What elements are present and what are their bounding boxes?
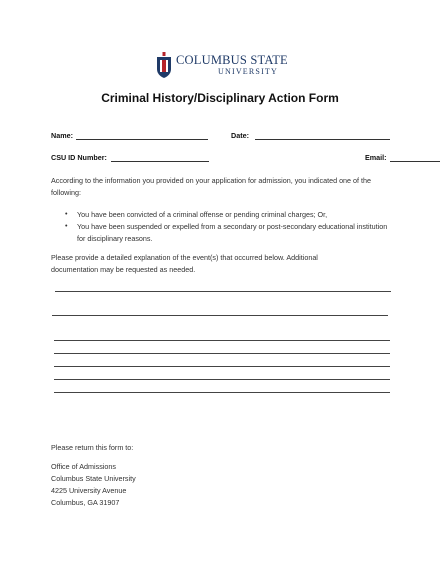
return-label: Please return this form to: [51,443,134,452]
bullet-item: You have been suspended or expelled from a secondary or post-secondary educational institution for disciplinary reasons. [77,222,388,243]
csu-id-label: CSU ID Number: [51,153,107,162]
address-line: 4225 University Avenue [51,486,127,495]
logo-subname: UNIVERSITY [218,67,278,76]
email-field[interactable] [390,161,440,162]
explanation-line[interactable] [54,340,390,341]
logo-name: COLUMBUS STATE [176,53,288,67]
form-title: Criminal History/Disciplinary Action Form [101,91,339,105]
explanation-line[interactable] [54,392,390,393]
name-label: Name: [51,131,73,140]
shield-logo-icon [156,52,172,78]
bullet-dot: • [65,221,68,230]
csu-id-field[interactable] [111,161,209,162]
explanation-line[interactable] [52,315,388,316]
date-label: Date: [231,131,249,140]
bullet-item: You have been convicted of a criminal offense or pending criminal charges; Or, [77,210,328,219]
date-field[interactable] [255,139,390,140]
explanation-line[interactable] [54,366,390,367]
email-label: Email: [365,153,387,162]
bullet-dot: • [65,209,68,218]
explanation-line[interactable] [55,291,391,292]
name-field[interactable] [76,139,208,140]
address-line: Columbus, GA 31907 [51,498,120,507]
intro-text: According to the information you provided on your application for admission, you indicated one of the following: [51,176,372,197]
university-logo [156,52,296,80]
explanation-prompt: Please provide a detailed explanation of the event(s) that occurred below. Additional documentation may be requested as needed. [51,253,318,274]
address-line: Office of Admissions [51,462,116,471]
explanation-line[interactable] [54,379,390,380]
address-line: Columbus State University [51,474,136,483]
explanation-line[interactable] [54,353,390,354]
